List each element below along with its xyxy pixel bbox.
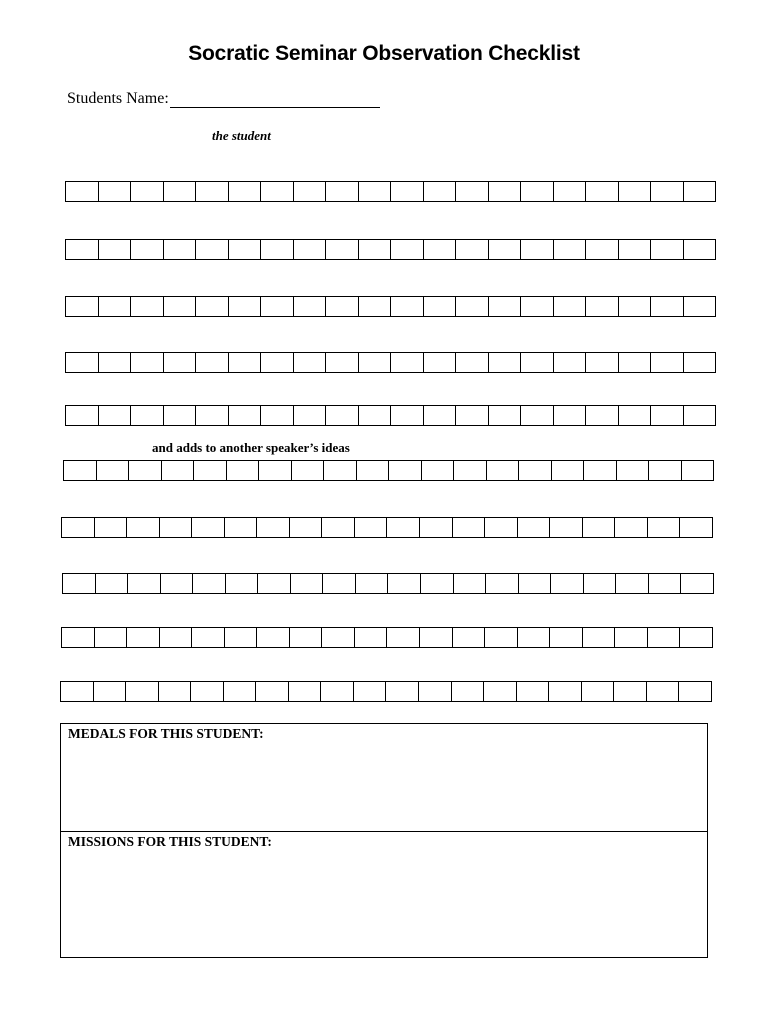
checkbox-cell[interactable] [489, 182, 522, 201]
checklist-row [65, 352, 716, 373]
checkbox-cell[interactable] [357, 461, 390, 480]
checkbox-cell[interactable] [389, 461, 422, 480]
checklist-row [65, 181, 716, 202]
checkbox-cell[interactable] [586, 406, 619, 425]
checkbox-cell[interactable] [99, 240, 132, 259]
checkbox-cell[interactable] [456, 353, 489, 372]
checkbox-cell[interactable] [258, 574, 291, 593]
checkbox-cell[interactable] [131, 406, 164, 425]
checkbox-cell[interactable] [684, 297, 716, 316]
checkbox-cell[interactable] [651, 240, 684, 259]
checkbox-cell[interactable] [289, 682, 322, 701]
checkbox-cell[interactable] [196, 297, 229, 316]
document-title: Socratic Seminar Observation Checklist [188, 42, 580, 65]
checkbox-cell[interactable] [128, 574, 161, 593]
checkbox-cell[interactable] [66, 406, 99, 425]
checkbox-cell[interactable] [290, 628, 323, 647]
checkbox-cell[interactable] [164, 353, 197, 372]
caption-the-student: the student [212, 128, 271, 143]
checkbox-cell[interactable] [554, 182, 587, 201]
checkbox-cell[interactable] [95, 518, 128, 537]
checklist-row [65, 239, 716, 260]
checkbox-cell[interactable] [326, 240, 359, 259]
checkbox-cell[interactable] [456, 240, 489, 259]
checkbox-cell[interactable] [326, 297, 359, 316]
checkbox-cell[interactable] [391, 297, 424, 316]
checkbox-cell[interactable] [164, 240, 197, 259]
checkbox-cell[interactable] [322, 628, 355, 647]
checkbox-cell[interactable] [192, 518, 225, 537]
checkbox-cell[interactable] [294, 353, 327, 372]
checkbox-cell[interactable] [454, 574, 487, 593]
checkbox-cell[interactable] [324, 461, 357, 480]
notes-box [60, 723, 708, 958]
checkbox-cell[interactable] [131, 297, 164, 316]
checkbox-cell[interactable] [456, 406, 489, 425]
checkbox-cell[interactable] [95, 628, 128, 647]
checkbox-cell[interactable] [131, 182, 164, 201]
student-name-row [67, 90, 380, 108]
checkbox-cell[interactable] [583, 628, 616, 647]
checkbox-cell[interactable] [615, 518, 648, 537]
checkbox-cell[interactable] [680, 518, 712, 537]
checklist-row [61, 627, 713, 648]
checkbox-cell[interactable] [420, 628, 453, 647]
checkbox-cell[interactable] [619, 182, 652, 201]
checklist-row [61, 517, 713, 538]
checkbox-cell[interactable] [424, 297, 457, 316]
checkbox-cell[interactable] [651, 297, 684, 316]
checkbox-cell[interactable] [518, 518, 551, 537]
checklist-row [63, 460, 714, 481]
checkbox-cell[interactable] [583, 518, 616, 537]
checkbox-cell[interactable] [521, 182, 554, 201]
checkbox-cell[interactable] [131, 240, 164, 259]
checkbox-cell[interactable] [131, 353, 164, 372]
checkbox-cell[interactable] [164, 297, 197, 316]
checkbox-cell[interactable] [261, 353, 294, 372]
checkbox-cell[interactable] [387, 518, 420, 537]
caption-adds-to-ideas: and adds to another speaker’s ideas [152, 440, 350, 455]
checkbox-cell[interactable] [294, 297, 327, 316]
checkbox-cell[interactable] [194, 461, 227, 480]
checkbox-cell[interactable] [257, 518, 290, 537]
checkbox-cell[interactable] [99, 182, 132, 201]
checkbox-cell[interactable] [127, 518, 160, 537]
checkbox-cell[interactable] [554, 406, 587, 425]
checkbox-cell[interactable] [229, 240, 262, 259]
checkbox-cell[interactable] [160, 518, 193, 537]
checkbox-cell[interactable] [229, 297, 262, 316]
checkbox-cell[interactable] [651, 406, 684, 425]
checkbox-cell[interactable] [261, 240, 294, 259]
checkbox-cell[interactable] [518, 628, 551, 647]
checkbox-cell[interactable] [453, 518, 486, 537]
missions-section[interactable] [61, 832, 707, 957]
checkbox-cell[interactable] [647, 682, 680, 701]
checkbox-cell[interactable] [485, 628, 518, 647]
checkbox-cell[interactable] [419, 682, 452, 701]
checkbox-cell[interactable] [521, 353, 554, 372]
checkbox-cell[interactable] [651, 353, 684, 372]
checkbox-cell[interactable] [584, 461, 617, 480]
checkbox-cell[interactable] [294, 240, 327, 259]
checkbox-cell[interactable] [679, 682, 711, 701]
medals-label: MEDALS FOR THIS STUDENT: [68, 726, 264, 741]
checkbox-cell[interactable] [321, 682, 354, 701]
checkbox-cell[interactable] [452, 682, 485, 701]
checkbox-cell[interactable] [192, 628, 225, 647]
checkbox-cell[interactable] [227, 461, 260, 480]
checkbox-cell[interactable] [615, 628, 648, 647]
checkbox-cell[interactable] [226, 574, 259, 593]
checkbox-cell[interactable] [649, 461, 682, 480]
checkbox-cell[interactable] [355, 628, 388, 647]
checkbox-cell[interactable] [487, 461, 520, 480]
checklist-row [60, 681, 712, 702]
checkbox-cell[interactable] [551, 574, 584, 593]
checkbox-cell[interactable] [96, 574, 129, 593]
checkbox-cell[interactable] [229, 353, 262, 372]
checkbox-cell[interactable] [684, 353, 716, 372]
checkbox-cell[interactable] [386, 682, 419, 701]
checkbox-cell[interactable] [519, 461, 552, 480]
checkbox-cell[interactable] [582, 682, 615, 701]
checkbox-cell[interactable] [261, 297, 294, 316]
checkbox-cell[interactable] [64, 461, 97, 480]
checkbox-cell[interactable] [66, 353, 99, 372]
checkbox-cell[interactable] [161, 574, 194, 593]
checkbox-cell[interactable] [99, 297, 132, 316]
checkbox-cell[interactable] [127, 628, 160, 647]
checkbox-cell[interactable] [614, 682, 647, 701]
checklist-row [62, 573, 714, 594]
checkbox-cell[interactable] [616, 574, 649, 593]
checkbox-cell[interactable] [61, 682, 94, 701]
checkbox-cell[interactable] [292, 461, 325, 480]
checkbox-cell[interactable] [454, 461, 487, 480]
checkbox-cell[interactable] [453, 628, 486, 647]
checkbox-cell[interactable] [684, 182, 716, 201]
checkbox-cell[interactable] [291, 574, 324, 593]
checkbox-cell[interactable] [519, 574, 552, 593]
checkbox-cell[interactable] [617, 461, 650, 480]
checkbox-cell[interactable] [424, 406, 457, 425]
checkbox-cell[interactable] [682, 461, 714, 480]
checkbox-cell[interactable] [681, 574, 713, 593]
checkbox-cell[interactable] [619, 240, 652, 259]
checkbox-cell[interactable] [554, 297, 587, 316]
checkbox-cell[interactable] [684, 406, 716, 425]
checkbox-cell[interactable] [648, 628, 681, 647]
checkbox-cell[interactable] [586, 182, 619, 201]
checkbox-cell[interactable] [391, 182, 424, 201]
checkbox-cell[interactable] [586, 297, 619, 316]
checkbox-cell[interactable] [97, 461, 130, 480]
checkbox-cell[interactable] [162, 461, 195, 480]
checkbox-cell[interactable] [257, 628, 290, 647]
checkbox-cell[interactable] [619, 353, 652, 372]
missions-label: MISSIONS FOR THIS STUDENT: [68, 834, 272, 849]
checkbox-cell[interactable] [489, 353, 522, 372]
checkbox-cell[interactable] [684, 240, 716, 259]
checkbox-cell[interactable] [129, 461, 162, 480]
checkbox-cell[interactable] [485, 518, 518, 537]
checkbox-cell[interactable] [322, 518, 355, 537]
checkbox-cell[interactable] [359, 240, 392, 259]
checkbox-cell[interactable] [191, 682, 224, 701]
checkbox-cell[interactable] [521, 240, 554, 259]
student-name-label: Students Name: [67, 90, 169, 107]
checkbox-cell[interactable] [256, 682, 289, 701]
checkbox-cell[interactable] [489, 240, 522, 259]
checkbox-cell[interactable] [648, 518, 681, 537]
checkbox-cell[interactable] [486, 574, 519, 593]
checkbox-cell[interactable] [196, 182, 229, 201]
checkbox-cell[interactable] [66, 297, 99, 316]
checkbox-cell[interactable] [649, 574, 682, 593]
checkbox-cell[interactable] [356, 574, 389, 593]
checkbox-cell[interactable] [388, 574, 421, 593]
checkbox-cell[interactable] [259, 461, 292, 480]
checkbox-cell[interactable] [99, 353, 132, 372]
checkbox-cell[interactable] [159, 682, 192, 701]
checkbox-cell[interactable] [489, 406, 522, 425]
checkbox-cell[interactable] [355, 518, 388, 537]
checkbox-cell[interactable] [225, 628, 258, 647]
checkbox-cell[interactable] [651, 182, 684, 201]
checkbox-cell[interactable] [550, 518, 583, 537]
checkbox-cell[interactable] [323, 574, 356, 593]
checkbox-cell[interactable] [420, 518, 453, 537]
checkbox-cell[interactable] [164, 182, 197, 201]
checkbox-cell[interactable] [193, 574, 226, 593]
checkbox-cell[interactable] [66, 240, 99, 259]
checkbox-cell[interactable] [456, 182, 489, 201]
checkbox-cell[interactable] [261, 182, 294, 201]
checkbox-cell[interactable] [552, 461, 585, 480]
checkbox-cell[interactable] [224, 682, 257, 701]
checkbox-cell[interactable] [196, 353, 229, 372]
checkbox-cell[interactable] [359, 406, 392, 425]
checklist-row [65, 405, 716, 426]
checkbox-cell[interactable] [354, 682, 387, 701]
checkbox-cell[interactable] [326, 353, 359, 372]
checkbox-cell[interactable] [549, 682, 582, 701]
checkbox-cell[interactable] [554, 240, 587, 259]
checkbox-cell[interactable] [326, 406, 359, 425]
checkbox-cell[interactable] [521, 406, 554, 425]
checkbox-cell[interactable] [326, 182, 359, 201]
checkbox-cell[interactable] [290, 518, 323, 537]
checkbox-cell[interactable] [63, 574, 96, 593]
checkbox-cell[interactable] [294, 406, 327, 425]
checkbox-cell[interactable] [225, 518, 258, 537]
checkbox-cell[interactable] [359, 182, 392, 201]
checkbox-cell[interactable] [359, 353, 392, 372]
checkbox-cell[interactable] [66, 182, 99, 201]
checkbox-cell[interactable] [391, 353, 424, 372]
checkbox-cell[interactable] [359, 297, 392, 316]
checkbox-cell[interactable] [584, 574, 617, 593]
checkbox-cell[interactable] [586, 353, 619, 372]
checkbox-cell[interactable] [294, 182, 327, 201]
checkbox-cell[interactable] [196, 240, 229, 259]
checkbox-cell[interactable] [680, 628, 712, 647]
checkbox-cell[interactable] [387, 628, 420, 647]
checkbox-cell[interactable] [261, 406, 294, 425]
checkbox-cell[interactable] [94, 682, 127, 701]
checkbox-cell[interactable] [489, 297, 522, 316]
checkbox-cell[interactable] [229, 406, 262, 425]
checkbox-cell[interactable] [619, 297, 652, 316]
checkbox-cell[interactable] [422, 461, 455, 480]
checkbox-cell[interactable] [456, 297, 489, 316]
checkbox-cell[interactable] [99, 406, 132, 425]
checkbox-cell[interactable] [586, 240, 619, 259]
checkbox-cell[interactable] [62, 518, 95, 537]
checkbox-cell[interactable] [421, 574, 454, 593]
checkbox-cell[interactable] [484, 682, 517, 701]
student-name-field[interactable] [170, 91, 380, 108]
checkbox-cell[interactable] [391, 406, 424, 425]
medals-section[interactable] [61, 724, 707, 832]
checkbox-cell[interactable] [619, 406, 652, 425]
checkbox-cell[interactable] [517, 682, 550, 701]
checkbox-cell[interactable] [196, 406, 229, 425]
checkbox-cell[interactable] [424, 182, 457, 201]
checkbox-cell[interactable] [229, 182, 262, 201]
checkbox-cell[interactable] [160, 628, 193, 647]
checkbox-cell[interactable] [126, 682, 159, 701]
checkbox-cell[interactable] [424, 240, 457, 259]
checkbox-cell[interactable] [391, 240, 424, 259]
checkbox-cell[interactable] [62, 628, 95, 647]
checklist-row [65, 296, 716, 317]
checkbox-cell[interactable] [424, 353, 457, 372]
checkbox-cell[interactable] [164, 406, 197, 425]
checkbox-cell[interactable] [521, 297, 554, 316]
checkbox-cell[interactable] [550, 628, 583, 647]
checkbox-cell[interactable] [554, 353, 587, 372]
